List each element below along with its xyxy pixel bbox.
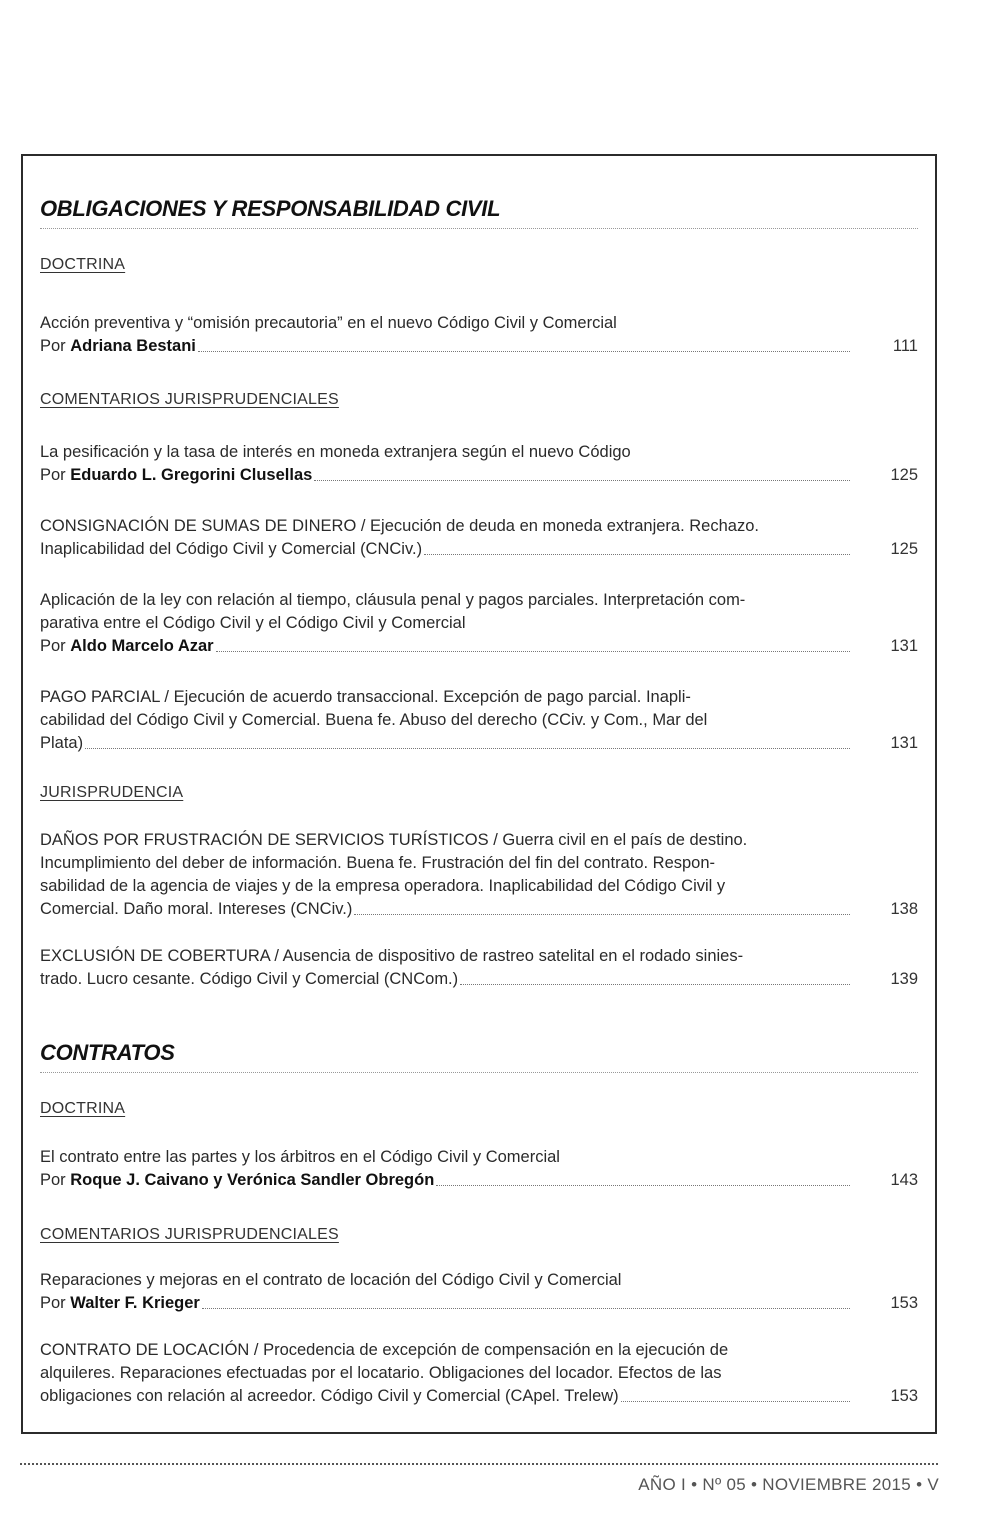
dot-leader: [424, 554, 850, 555]
index-frame: [21, 154, 937, 1434]
toc-entry[interactable]: [40, 312, 918, 358]
page-number: 131: [890, 637, 918, 655]
dot-leader: [621, 1401, 850, 1402]
page-number: 125: [890, 540, 918, 558]
page-number: 111: [892, 337, 918, 355]
subheading-comentarios: COMENTARIOS JURISPRUDENCIALES: [40, 391, 339, 408]
author-name: Adriana Bestani: [70, 337, 196, 355]
author-name: Aldo Marcelo Azar: [70, 637, 214, 655]
entry-title: Acción preventiva y “omisión precautoria” en el nuevo Código Civil y Comercial: [40, 314, 617, 332]
section-title: CONTRATOS: [40, 1040, 918, 1073]
toc-entry[interactable]: [40, 1339, 918, 1408]
dot-leader: [85, 748, 850, 749]
toc-entry[interactable]: [40, 829, 918, 921]
entry-last-line: Inaplicabilidad del Código Civil y Comercial (CNCiv.) 125: [40, 538, 918, 561]
toc-entry[interactable]: [40, 686, 918, 755]
subheading-doctrina: DOCTRINA: [40, 1100, 126, 1117]
dot-leader: [354, 914, 850, 915]
entry-last-line: obligaciones con relación al acreedor. Código Civil y Comercial (CApel. Trelew) 153: [40, 1385, 918, 1408]
page-number: 139: [890, 970, 918, 988]
entry-line: CONSIGNACIÓN DE SUMAS DE DINERO / Ejecución de deuda en moneda extranjera. Rechazo.: [40, 517, 759, 535]
toc-entry[interactable]: [40, 1146, 918, 1192]
entry-author-line: Por Eduardo L. Gregorini Clusellas 125: [40, 464, 918, 487]
dot-leader: [314, 480, 850, 481]
page-number: 131: [890, 734, 918, 752]
subheading-jurisprudencia: JURISPRUDENCIA: [40, 784, 184, 801]
entry-line: sabilidad de la agencia de viajes y de la empresa operadora. Inaplicabilidad del Código Civil y: [40, 877, 726, 895]
toc-entry[interactable]: [40, 589, 918, 658]
entry-line: CONTRATO DE LOCACIÓN / Procedencia de excepción de compensación en la ejecución de: [40, 1341, 729, 1359]
author-name: Roque J. Caivano y Verónica Sandler Obregón: [70, 1171, 435, 1189]
section-title: OBLIGACIONES Y RESPONSABILIDAD CIVIL: [40, 196, 918, 229]
author-name: Walter F. Krieger: [70, 1294, 200, 1312]
entry-line: DAÑOS POR FRUSTRACIÓN DE SERVICIOS TURÍSTICOS / Guerra civil en el país de destino.: [40, 831, 748, 849]
dot-leader: [202, 1308, 850, 1309]
footer-divider: [20, 1463, 938, 1465]
dot-leader: [198, 351, 850, 352]
entry-author-line: Por Walter F. Krieger 153: [40, 1292, 918, 1315]
page-number: 143: [890, 1171, 918, 1189]
page-number: 138: [890, 900, 918, 918]
entry-line: PAGO PARCIAL / Ejecución de acuerdo transaccional. Excepción de pago parcial. Inapli-: [40, 688, 691, 706]
dot-leader: [460, 984, 850, 985]
entry-line: alquileres. Reparaciones efectuadas por el locatario. Obligaciones del locador. Efectos de las: [40, 1364, 722, 1382]
toc-entry[interactable]: [40, 945, 918, 991]
entry-title: El contrato entre las partes y los árbitros en el Código Civil y Comercial: [40, 1148, 560, 1166]
entry-author-line: Por Adriana Bestani 111: [40, 335, 918, 358]
entry-line: Incumplimiento del deber de información. Buena fe. Frustración del fin del contrato. Respon-: [40, 854, 716, 872]
toc-entry[interactable]: [40, 515, 918, 561]
toc-entry[interactable]: [40, 441, 918, 487]
toc-entry[interactable]: [40, 1269, 918, 1315]
entry-title: Reparaciones y mejoras en el contrato de locación del Código Civil y Comercial: [40, 1271, 622, 1289]
page-number: 153: [890, 1294, 918, 1312]
entry-line: cabilidad del Código Civil y Comercial. Buena fe. Abuso del derecho (CCiv. y Com., Mar del: [40, 711, 708, 729]
subheading-doctrina: DOCTRINA: [40, 256, 126, 273]
entry-last-line: Plata) 131: [40, 732, 918, 755]
page-number: 125: [890, 466, 918, 484]
entry-line: Aplicación de la ley con relación al tiempo, cláusula penal y pagos parciales. Interpretación com-: [40, 591, 746, 609]
entry-author-line: Por Aldo Marcelo Azar 131: [40, 635, 918, 658]
entry-author-line: Por Roque J. Caivano y Verónica Sandler Obregón 143: [40, 1169, 918, 1192]
entry-last-line: Comercial. Daño moral. Intereses (CNCiv.) 138: [40, 898, 918, 921]
page-footer: AÑO I • Nº 05 • NOVIEMBRE 2015 • V: [638, 1475, 939, 1494]
entry-last-line: trado. Lucro cesante. Código Civil y Comercial (CNCom.) 139: [40, 968, 918, 991]
page-number: 153: [890, 1387, 918, 1405]
entry-line: parativa entre el Código Civil y el Código Civil y Comercial: [40, 614, 466, 632]
subheading-comentarios: COMENTARIOS JURISPRUDENCIALES: [40, 1226, 339, 1243]
entry-title: La pesificación y la tasa de interés en moneda extranjera según el nuevo Código: [40, 443, 631, 461]
author-name: Eduardo L. Gregorini Clusellas: [70, 466, 313, 484]
dot-leader: [216, 651, 850, 652]
dot-leader: [436, 1185, 850, 1186]
entry-line: EXCLUSIÓN DE COBERTURA / Ausencia de dispositivo de rastreo satelital en el rodado sinies-: [40, 947, 744, 965]
